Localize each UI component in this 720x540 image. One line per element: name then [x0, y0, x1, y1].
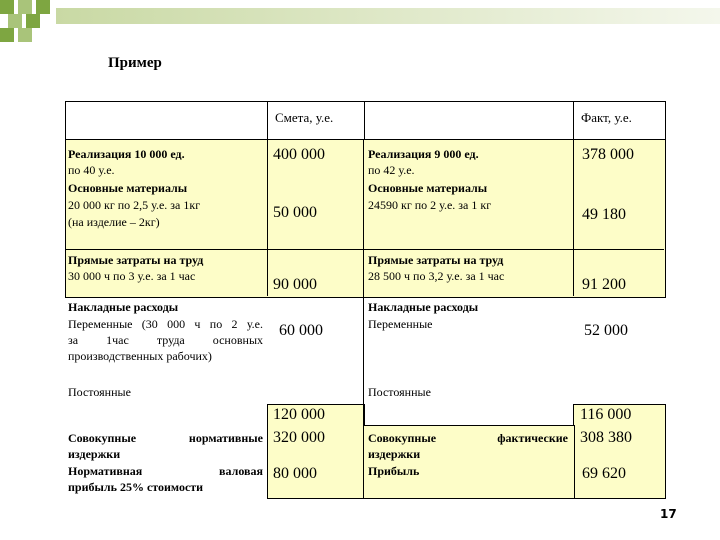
estimate-materials-value: 50 000: [273, 204, 317, 221]
middle-divider: [363, 296, 364, 425]
deco-square: [0, 28, 14, 42]
top-decoration: [0, 0, 720, 50]
top-band: [56, 8, 720, 24]
deco-square: [36, 0, 50, 14]
deco-square: [18, 0, 32, 14]
estimate-materials-line2: 20 000 кг по 2,5 у.е. за 1кг: [68, 198, 201, 212]
page-number: 17: [660, 507, 677, 521]
estimate-overhead-fixed-label: Постоянные: [68, 385, 131, 399]
actual-overhead-line2: Переменные: [368, 317, 433, 331]
estimate-labor-line2: 30 000 ч по 3 у.е. за 1 час: [68, 269, 196, 283]
labor-row-divider: [65, 249, 664, 250]
deco-square: [26, 14, 40, 28]
estimate-total-costs-line1: Совокупные нормативные: [68, 431, 263, 445]
slide-title: Пример: [108, 55, 162, 71]
actual-total-costs-value: 308 380: [580, 429, 632, 446]
actual-materials-line2: 24590 кг по 2 у.е. за 1 кг: [368, 198, 492, 212]
header-estimate: Смета, у.е.: [275, 110, 334, 125]
actual-sales-line1: Реализация 9 000 ед.: [368, 147, 479, 161]
estimate-value-column: [267, 139, 268, 296]
estimate-overhead-variable-value: 60 000: [279, 322, 323, 339]
actual-sales-value: 378 000: [582, 146, 634, 163]
estimate-overhead-line4: производственных рабочих): [68, 349, 212, 363]
actual-total-costs-line1: Совокупные фактические: [368, 431, 568, 445]
actual-profit-label: Прибыль: [368, 464, 420, 478]
estimate-materials-line3: (на изделие – 2кг): [68, 215, 160, 229]
estimate-total-costs-line2: издержки: [68, 447, 121, 461]
actual-labor-line1: Прямые затраты на труд: [368, 253, 504, 267]
estimate-materials-line1: Основные материалы: [68, 181, 188, 195]
estimate-profit-line2: прибыль 25% стоимости: [68, 480, 204, 494]
deco-square: [0, 0, 14, 14]
actual-materials-value: 49 180: [582, 206, 626, 223]
estimate-sales-line1: Реализация 10 000 ед.: [68, 147, 185, 161]
header-actual: Факт, у.е.: [581, 110, 632, 125]
actual-overhead-fixed-label: Постоянные: [368, 385, 431, 399]
deco-square: [18, 28, 32, 42]
actual-labor-value: 91 200: [582, 276, 626, 293]
actual-materials-line1: Основные материалы: [368, 181, 488, 195]
estimate-profit-line1: Нормативная валовая: [68, 464, 263, 478]
actual-overhead-variable-value: 52 000: [584, 322, 628, 339]
estimate-sales-line2: по 40 у.е.: [68, 163, 115, 177]
actual-total-costs-line2: издержки: [368, 447, 421, 461]
actual-overhead-fixed-value: 116 000: [580, 406, 632, 423]
estimate-profit-value: 80 000: [273, 465, 317, 482]
actual-sales-line2: по 42 у.е.: [368, 163, 415, 177]
deco-square: [8, 14, 22, 28]
estimate-overhead-line2: Переменные (30 000 ч по 2 у.е.: [68, 317, 263, 331]
actual-labor-line2: 28 500 ч по 3,2 у.е. за 1 час: [368, 269, 505, 283]
estimate-total-costs-value: 320 000: [273, 429, 325, 446]
actual-profit-value: 69 620: [582, 465, 626, 482]
estimate-overhead-fixed-value: 120 000: [273, 406, 325, 423]
estimate-sales-value: 400 000: [273, 146, 325, 163]
actual-value-column: [573, 139, 574, 296]
estimate-labor-line1: Прямые затраты на труд: [68, 253, 204, 267]
estimate-labor-value: 90 000: [273, 276, 317, 293]
estimate-overhead-line3: за 1час труда основных: [68, 333, 263, 347]
actual-overhead-line1: Накладные расходы: [368, 300, 479, 314]
estimate-overhead-line1: Накладные расходы: [68, 300, 179, 314]
